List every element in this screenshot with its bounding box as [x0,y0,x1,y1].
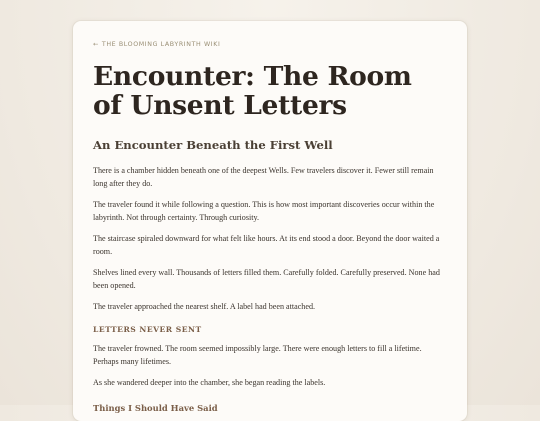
paragraph: As she wandered deeper into the chamber, she began reading the labels. [93,377,326,387]
article-card [73,21,467,421]
subsection-title: LETTERS NEVER SENT [93,324,202,334]
paragraph: The traveler found it while following a question. This is how most important discoveries occur within the labyrinth. Not through certainty. Through curiosity. [93,199,435,223]
paragraph: The traveler frowned. The room seemed impossibly large. There were enough letters to fill a lifetime. Perhaps many lifetimes. [93,343,422,367]
page-title: Encounter: The Room of Unsent Letters [93,61,412,121]
back-link-label: THE BLOOMING LABYRINTH WIKI [101,41,221,48]
paragraph: The staircase spiraled downward for what felt like hours. At its end stood a door. Beyond the door waited a room. [93,233,440,257]
paragraph: The traveler approached the nearest shelf. A label had been attached. [93,301,316,311]
back-arrow-icon: ← [93,41,99,48]
next-heading: Things I Should Have Said [93,402,218,413]
paragraph: Shelves lined every wall. Thousands of letters filled them. Carefully folded. Carefully preserved. None had been opened. [93,267,440,290]
back-to-wiki-link[interactable] [93,41,447,48]
section-title: An Encounter Beneath the First Well [93,138,333,152]
paragraph: There is a chamber hidden beneath one of the deepest Wells. Few travelers discover it. Fewer still remain long after they do. [93,166,434,189]
